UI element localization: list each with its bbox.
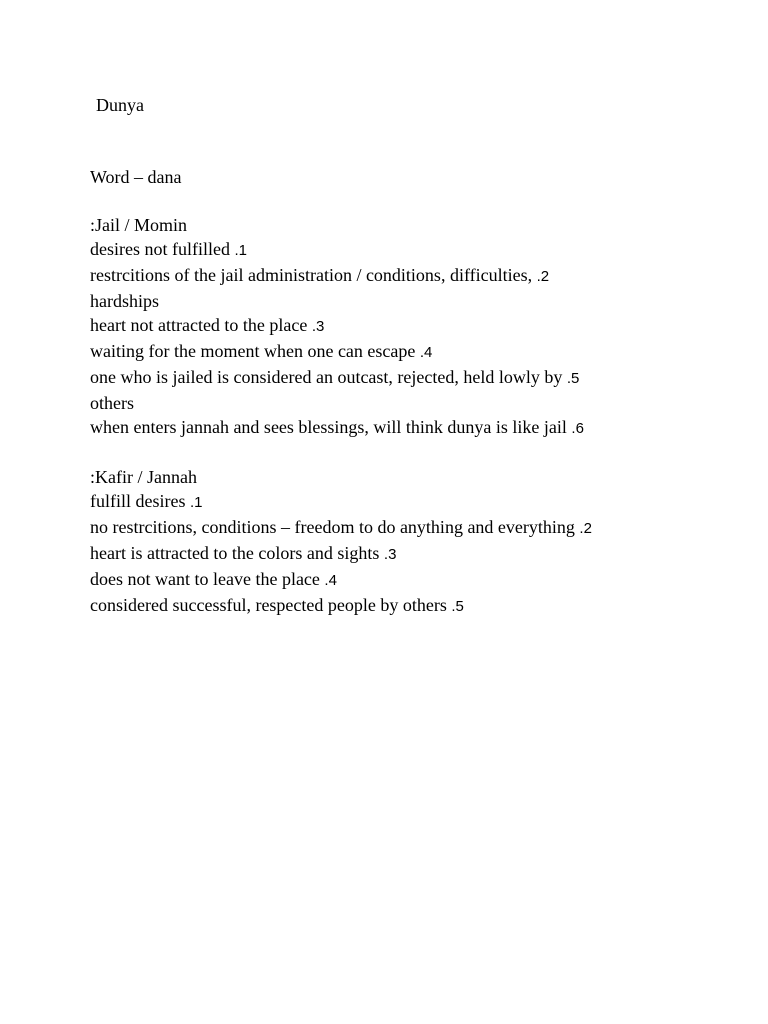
list-item-text: considered successful, respected people by others: [90, 595, 452, 615]
list-item: [90, 415, 730, 441]
document-content: [90, 93, 730, 619]
word-definition-line: Word – dana: [90, 167, 182, 187]
list-item: [90, 489, 730, 515]
list-item-number: .5: [566, 370, 580, 387]
list-item: [90, 263, 730, 289]
list-item-text: fulfill desires: [90, 491, 190, 511]
section-jail-momin: [90, 213, 730, 441]
list-item-text: waiting for the moment when one can escape: [90, 341, 420, 361]
section-heading: :Jail / Momin: [90, 215, 188, 235]
list-item-number: .2: [579, 520, 592, 537]
document-title: Dunya: [96, 95, 144, 115]
list-item: [90, 541, 730, 567]
list-item-text: desires not fulfilled: [90, 239, 235, 259]
list-item-text: does not want to leave the place: [90, 569, 325, 589]
list-item-number: .3: [383, 546, 397, 563]
list-item: [90, 339, 730, 365]
list-item: [90, 515, 730, 541]
list-item-text: one who is jailed is considered an outcast, rejected, held lowly by: [90, 367, 567, 387]
list-item: [90, 567, 730, 593]
list-item-number: .5: [451, 598, 464, 615]
list-item-number: .4: [324, 572, 337, 589]
list-item-number: .2: [536, 268, 550, 285]
list-item-text: restrcitions of the jail administration / conditions, difficulties,: [90, 265, 537, 285]
list-item-number: .3: [311, 318, 325, 335]
section-heading: :Kafir / Jannah: [90, 467, 197, 487]
list-item-number: .1: [234, 242, 247, 259]
list-item-continuation: others: [90, 393, 134, 413]
list-item-continuation: hardships: [90, 291, 159, 311]
list-item-number: .6: [571, 420, 584, 437]
list-item-text: when enters jannah and sees blessings, will think dunya is like jail: [90, 417, 572, 437]
list-item-text: heart not attracted to the place: [90, 315, 312, 335]
list-item: [90, 365, 730, 391]
list-item: [90, 313, 730, 339]
list-item-number: .1: [189, 494, 203, 511]
list-item-text: heart is attracted to the colors and sights: [90, 543, 384, 563]
list-item-text: no restrcitions, conditions – freedom to do anything and everything: [90, 517, 580, 537]
section-kafir-jannah: [90, 465, 730, 619]
list-item: [90, 593, 730, 619]
list-item: [90, 237, 730, 263]
list-item-number: .4: [419, 344, 433, 361]
